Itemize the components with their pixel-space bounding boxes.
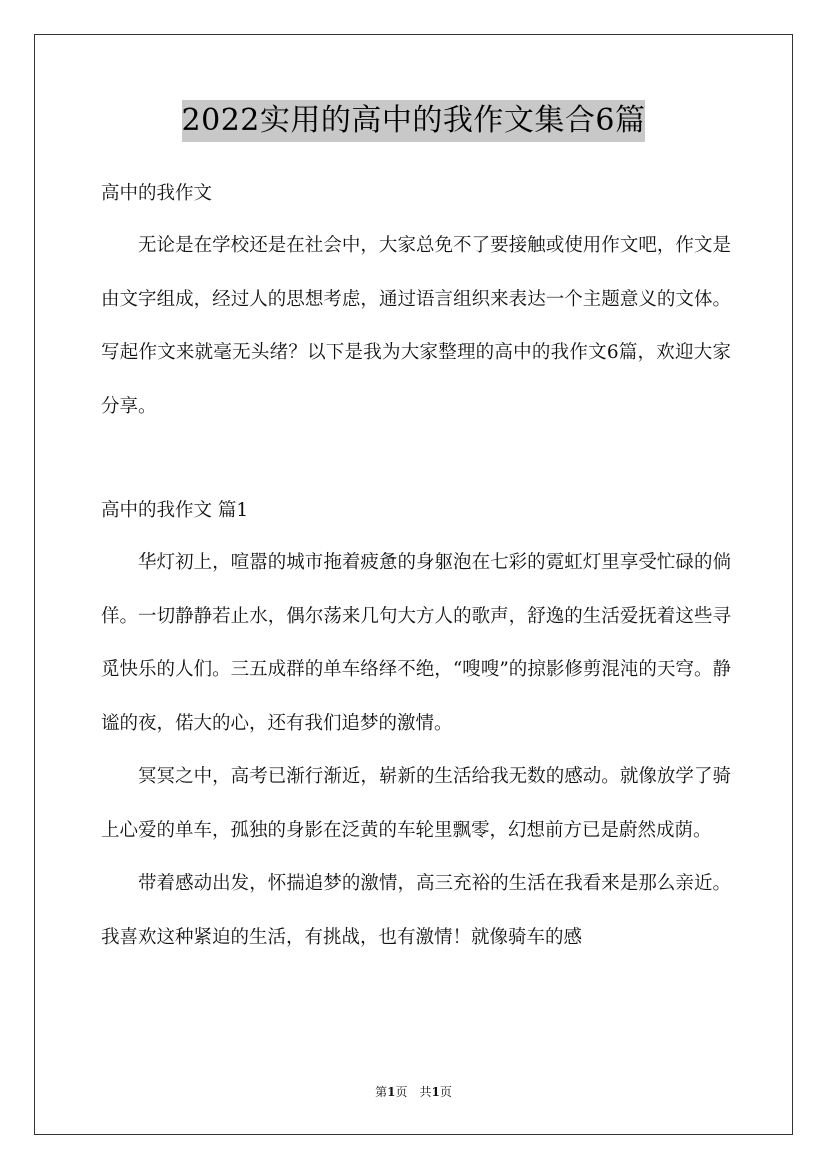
body-paragraph: 华灯初上，喧嚣的城市拖着疲惫的身躯泡在七彩的霓虹灯里享受忙碌的倘佯。一切静静若止水，偶尔荡来几句大方人的歌声，舒逸的生活爱抚着这些寻觅快乐的人们。三五成群的单车络绎不绝，“嗖嗖”的掠影修剪混沌的天穹。静谧的夜，偌大的心，还有我们追梦的激情。 — [101, 552, 731, 734]
page-number-current: 1 — [387, 1085, 396, 1099]
page-number-prefix: 第 — [375, 1085, 388, 1099]
page-footer — [0, 1083, 827, 1100]
page-number-total: 1 — [431, 1085, 440, 1099]
title-container — [0, 100, 827, 142]
document-title: 2022实用的高中的我作文集合6篇 — [182, 100, 646, 142]
body-paragraph: 带着感动出发，怀揣追梦的激情，高三充裕的生活在我看来是那么亲近。我喜欢这种紧迫的生活，有挑战，也有激情！就像骑车的感 — [101, 873, 731, 948]
document-body — [101, 174, 731, 964]
page-number-suffix: 页 — [439, 1085, 452, 1099]
body-paragraph: 冥冥之中，高考已渐行渐近，崭新的生活给我无数的感动。就像放学了骑上心爱的单车，孤独的身影在泛黄的车轮里飘零，幻想前方已是蔚然成荫。 — [101, 766, 731, 841]
intro-heading: 高中的我作文 — [101, 183, 213, 204]
intro-paragraph: 无论是在学校还是在社会中，大家总免不了要接触或使用作文吧，作文是由文字组成，经过人的思想考虑，通过语言组织来表达一个主题意义的文体。写起作文来就毫无头绪？以下是我为大家整理的高中的我作文6篇，欢迎大家分享。 — [101, 235, 731, 417]
page-number-mid: 页 共 — [395, 1085, 432, 1099]
section-spacer — [101, 433, 731, 491]
section-heading: 高中的我作文 篇1 — [101, 500, 249, 521]
